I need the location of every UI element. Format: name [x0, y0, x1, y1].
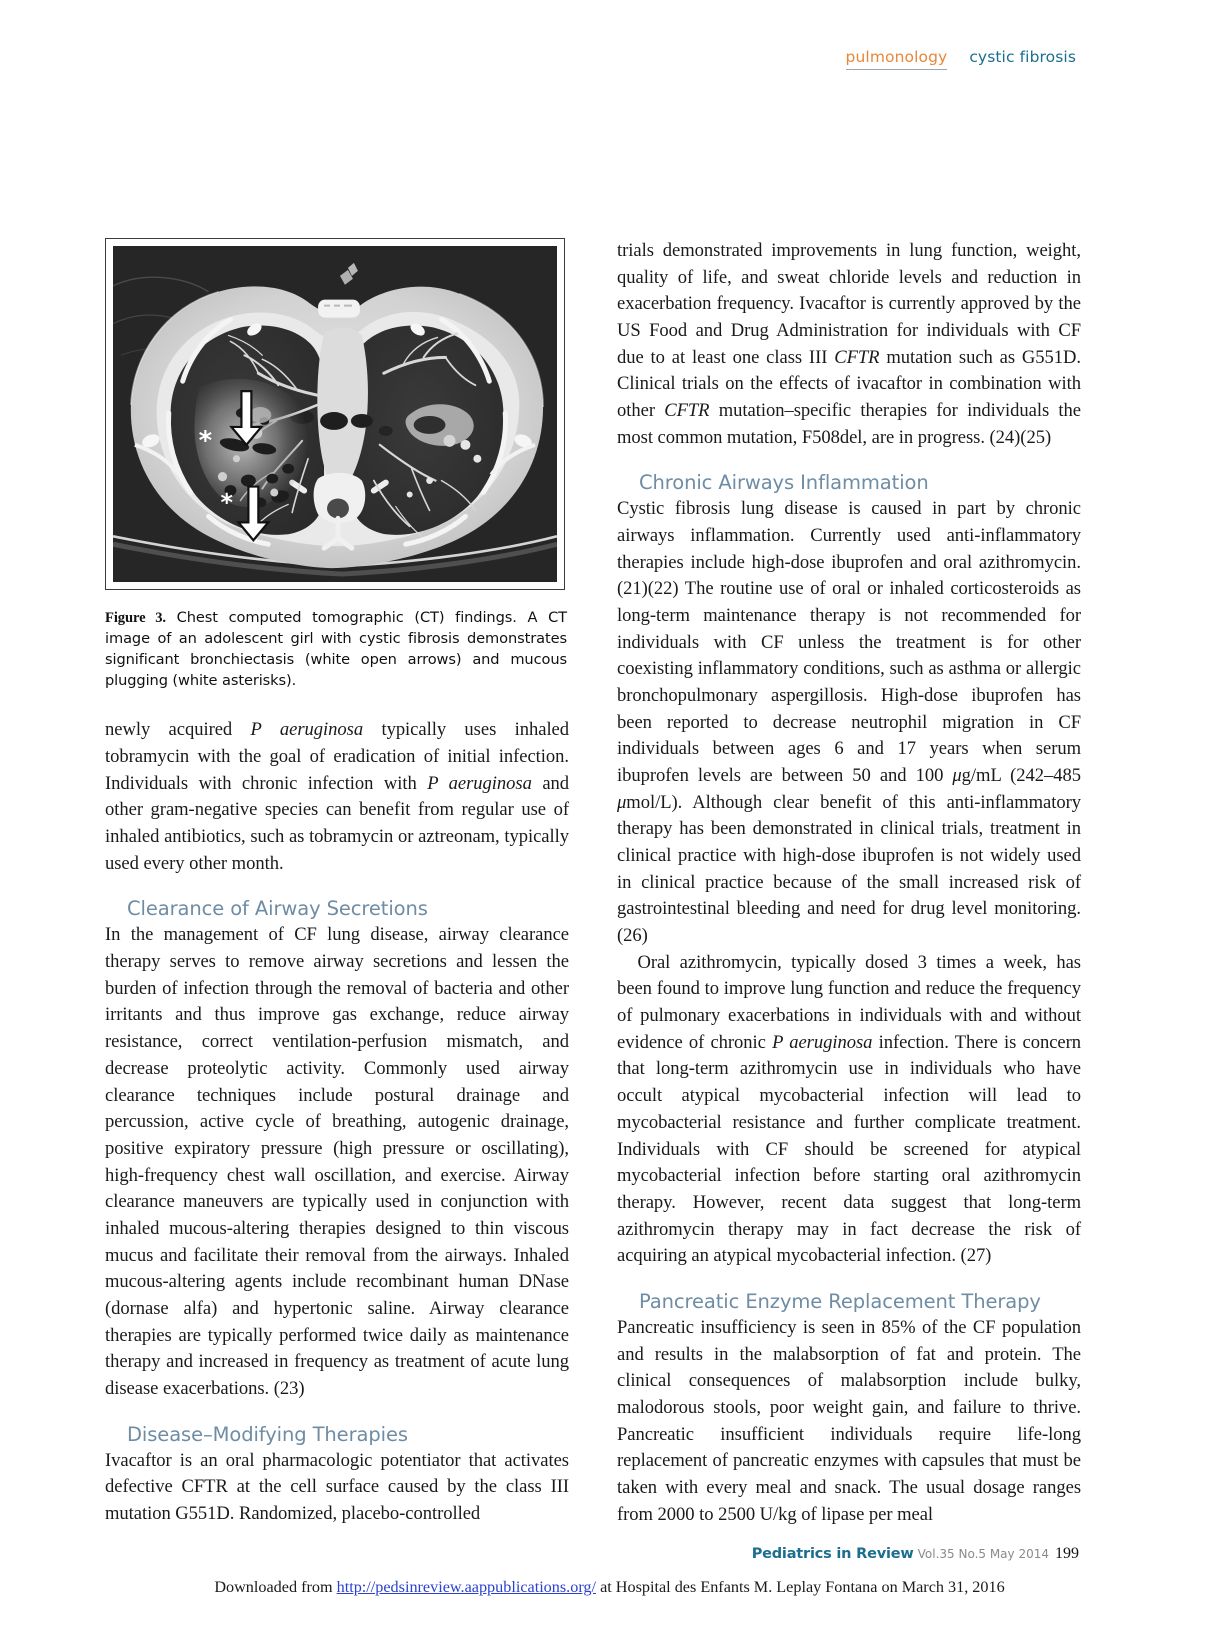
page-body: [105, 238, 1081, 1528]
figure-label: Figure 3.: [105, 610, 166, 626]
section-heading-chronic-airways-inflammation: Chronic Airways Inflammation: [639, 471, 929, 495]
section-heading-clearance-of-airway-secretions: Clearance of Airway Secretions: [127, 897, 428, 921]
journal-volume-info: Vol.35 No.5 May 2014: [917, 1547, 1049, 1561]
figure-caption-text: Chest computed tomographic (CT) findings. A CT image of an adolescent girl with cystic fibrosis demonstrates significant bronchiectasis (white open arrows) and mucous plugging (white asterisks).: [105, 609, 567, 689]
running-head: [846, 48, 1076, 70]
page-number: 199: [1055, 1545, 1079, 1562]
left-column: [105, 238, 569, 1528]
keyword-cystic-fibrosis: cystic fibrosis: [969, 48, 1076, 66]
paragraph-inflammation-1: Cystic fibrosis lung disease is caused in part by chronic airways inflammation. Currently used anti-inflammatory therapies include high-dose ibuprofen and oral azithromycin. (21)(22) The routine use of oral or inhaled corticosteroids as long-term maintenance therapy is not recommended for individuals with CF unless the treatment is for other coexisting inflammatory conditions, such as asthma or allergic bronchopulmonary aspergillosis. High-dose ibuprofen has been reported to decrease neutrophil migration in CF individuals between ages 6 and 17 years when serum ibuprofen levels are between 50 and 100 μg/mL (242–485 μmol/L). Although clear benefit of this anti-inflammatory therapy has been demonstrated in clinical trials, treatment in clinical practice with high-dose ibuprofen is not widely used in clinical practice because of the small increased risk of gastrointestinal bleeding and need for drug level monitoring. (26): [617, 498, 1081, 947]
ct-asterisk-annotation-1: *: [198, 425, 213, 456]
right-continued-paragraph: trials demonstrated improvements in lung function, weight, quality of life, and sweat chloride levels and reduction in exacerbation frequency. Ivacaftor is currently approved by the US Food and Drug Administration for individuals with CF due to at least one class III CFTR mutation such as G551D. Clinical trials on the effects of ivacaftor in combination with other CFTR mutation–specific therapies for individuals the most common mutation, F508del, are in progress. (24)(25): [617, 240, 1081, 448]
right-column: [617, 238, 1081, 1528]
journal-name: Pediatrics in Review: [751, 1546, 914, 1562]
left-continued-paragraph: newly acquired P aeruginosa typically uses inhaled tobramycin with the goal of eradication of initial infection. Individuals with chronic infection with P aeruginosa and other gram-negative species can benefit from regular use of inhaled antibiotics, such as tobramycin or aztreonam, typically used every other month.: [105, 719, 570, 874]
paragraph-clearance-1: In the management of CF lung disease, airway clearance therapy serves to remove airway secretions and lessen the burden of infection through the removal of bacteria and other irritants and thus improve gas exchange, reduce airway resistance, correct ventilation-perfusion mismatch, and decrease proteolytic activity. Commonly used airway clearance techniques include postural drainage and percussion, active cycle of breathing, autogenic drainage, positive expiratory pressure (high pressure or oscillating), high-frequency chest wall oscillation, and exercise. Airway clearance maneuvers are typically used in conjunction with inhaled mucous-altering therapies designed to thin viscous mucus and facilitate their removal from the airways. Inhaled mucous-altering agents include recombinant human DNase (dornase alfa) and hypertonic saline. Airway clearance therapies are typically performed twice daily as maintenance therapy and increased in frequency as treatment of acute lung disease exacerbations. (23): [105, 924, 569, 1399]
figure-3-container: [105, 238, 565, 590]
chest-ct-axial-image: [113, 246, 557, 582]
section-heading-pancreatic-enzyme-replacement-therapy: Pancreatic Enzyme Replacement Therapy: [639, 1289, 1041, 1313]
paragraph-inflammation-2: Oral azithromycin, typically dosed 3 times a week, has been found to improve lung function and reduce the frequency of pulmonary exacerbations in individuals with and without evidence of chronic P aeruginosa infection. There is concern that long-term azithromycin use in individuals who have occult atypical mycobacterial infection will lead to mycobacterial resistance and further complicate treatment. Individuals with CF should be screened for atypical mycobacterial infection before starting oral azithromycin therapy. However, recent data suggest that long-term azithromycin therapy may in fact decrease the risk of acquiring an atypical mycobacterial infection. (27): [617, 951, 1081, 1267]
section-heading-disease-modifying-therapies: Disease–Modifying Therapies: [127, 1422, 408, 1446]
paragraph-pancreatic-1: Pancreatic insufficiency is seen in 85% of the CF population and results in the malabsorption of fat and protein. The clinical consequences of malabsorption include bulky, malodorous stools, poor weight gain, and failure to thrive. Pancreatic insufficient individuals require life-long replacement of pancreatic enzymes with capsules that must be taken with every meal and snack. The usual dosage ranges from 2000 to 2500 U/kg of lipase per meal: [617, 1316, 1081, 1525]
journal-footer: [0, 1545, 1219, 1563]
paragraph-disease-modifying-1: Ivacaftor is an oral pharmacologic potentiator that activates defective CFTR at the cell surface caused by the class III mutation G551D. Randomized, placebo-controlled: [105, 1449, 569, 1524]
ct-asterisk-annotation-2: *: [220, 488, 234, 517]
keyword-pulmonology: pulmonology: [846, 48, 948, 70]
figure-caption: [105, 608, 567, 691]
download-attribution: [0, 1578, 1219, 1597]
download-suffix: at Hospital des Enfants M. Leplay Fontana on March 31, 2016: [596, 1578, 1005, 1596]
download-source-link[interactable]: http://pedsinreview.aappublications.org/: [336, 1578, 597, 1596]
download-prefix: Downloaded from: [214, 1578, 337, 1596]
